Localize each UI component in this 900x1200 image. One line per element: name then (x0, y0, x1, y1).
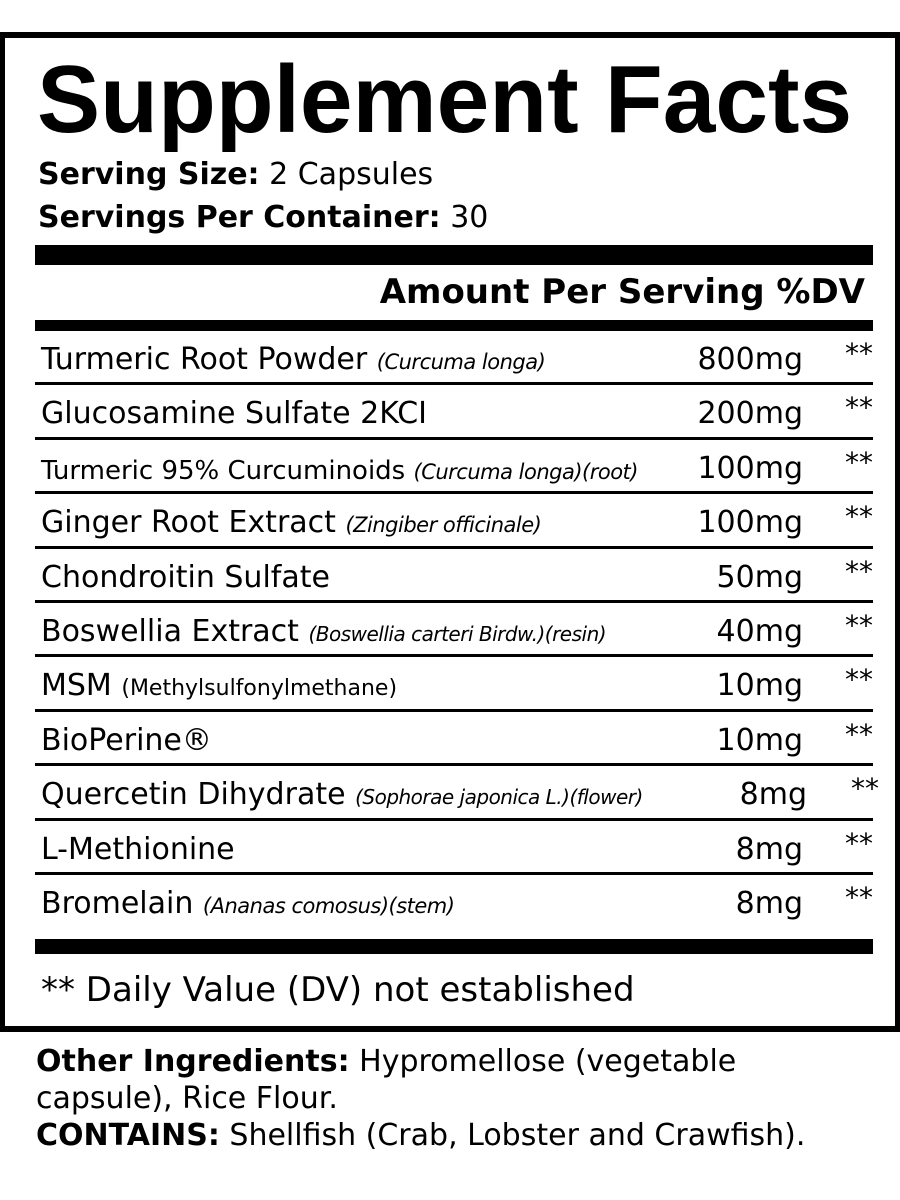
other-ingredients-section (36, 1043, 876, 1154)
ingredient-amount: 800mg (697, 342, 803, 377)
ingredient-scientific-name: (Curcuma longa)(root) (413, 459, 638, 484)
supplement-facts-panel (0, 32, 900, 1032)
table-row (35, 385, 873, 439)
table-row (35, 494, 873, 548)
ingredient-name: Bromelain (Ananas comosus)(stem) (41, 885, 455, 921)
ingredient-name: Turmeric 95% Curcuminoids (Curcuma longa)(root) (41, 455, 638, 486)
ingredient-scientific-name: (Methylsulfonylmethane) (121, 676, 398, 702)
contains-label: CONTAINS: (36, 1118, 220, 1153)
daily-value-footnote: ** Daily Value (DV) not established (41, 970, 635, 1010)
table-row (35, 657, 873, 711)
ingredient-scientific-name: (Sophorae japonica L.)(flower) (355, 785, 643, 810)
table-row (35, 875, 873, 929)
ingredient-scientific-name: (Ananas comosus)(stem) (202, 893, 455, 918)
ingredient-scientific-name: (Curcuma longa) (376, 350, 546, 374)
ingredient-amount: 8mg (735, 885, 803, 921)
table-row (35, 440, 873, 494)
top-divider (35, 245, 873, 265)
amount-per-serving-header: Amount Per Serving %DV (379, 272, 865, 312)
table-row (35, 712, 873, 766)
ingredient-amount: 100mg (697, 450, 803, 486)
ingredient-dv: ** (845, 663, 873, 697)
table-row (35, 603, 873, 657)
ingredient-name: MSM (Methylsulfonylmethane) (41, 668, 398, 704)
ingredient-table (35, 331, 879, 929)
ingredient-name: Boswellia Extract (Boswellia carteri Birdw.)(resin) (41, 613, 607, 649)
table-row (35, 766, 879, 820)
servings-per-container-value: 30 (450, 200, 489, 235)
table-row (35, 549, 873, 603)
table-row (35, 331, 873, 385)
serving-size-value: 2 Capsules (269, 157, 434, 192)
ingredient-dv: ** (845, 826, 873, 860)
contains-value: Shellfish (Crab, Lobster and Crawfish). (219, 1118, 806, 1153)
ingredient-scientific-name: (Boswellia carteri Birdw.)(resin) (308, 621, 607, 646)
ingredient-dv: ** (845, 337, 873, 370)
other-ingredients-label: Other Ingredients: (36, 1044, 350, 1079)
ingredient-name: L-Methionine (41, 831, 235, 867)
ingredient-dv: ** (845, 880, 873, 914)
table-row (35, 821, 873, 875)
ingredient-name: Ginger Root Extract (Zingiber officinale) (41, 505, 542, 541)
other-ingredients-value: Hypromellose (vegetable capsule), Rice Flour. (36, 1044, 737, 1116)
ingredient-name: BioPerine® (41, 722, 212, 758)
ingredient-amount: 100mg (697, 505, 803, 541)
servings-per-container-label: Servings Per Container: (38, 200, 441, 235)
ingredient-amount: 10mg (716, 668, 803, 704)
ingredient-amount: 10mg (716, 722, 803, 758)
ingredient-name: Glucosamine Sulfate 2KCI (41, 396, 428, 432)
ingredient-dv: ** (845, 445, 873, 479)
ingredient-amount: 40mg (716, 613, 803, 649)
ingredient-name: Quercetin Dihydrate (Sophorae japonica L.)(flower) (41, 777, 643, 813)
ingredient-dv: ** (845, 717, 873, 751)
bottom-divider (35, 939, 873, 954)
ingredient-dv: ** (845, 608, 873, 642)
ingredient-name: Chondroitin Sulfate (41, 559, 330, 595)
panel-title: Supplement Facts (37, 46, 853, 153)
header-divider (35, 320, 873, 331)
serving-size-label: Serving Size: (38, 157, 260, 192)
allergen-statement (36, 1117, 876, 1154)
ingredient-dv: ** (845, 391, 873, 425)
ingredient-amount: 8mg (735, 831, 803, 867)
servings-per-container (38, 201, 488, 235)
ingredient-amount: 50mg (716, 559, 803, 595)
ingredient-dv: ** (845, 500, 873, 534)
serving-size (38, 158, 433, 192)
ingredient-scientific-name: (Zingiber officinale) (345, 513, 542, 538)
ingredient-amount: 200mg (697, 396, 803, 432)
ingredient-dv: ** (851, 772, 879, 806)
ingredient-name: Turmeric Root Powder (Curcuma longa) (41, 342, 546, 377)
ingredient-dv: ** (845, 554, 873, 588)
other-ingredients (36, 1043, 876, 1117)
ingredient-amount: 8mg (739, 777, 807, 813)
